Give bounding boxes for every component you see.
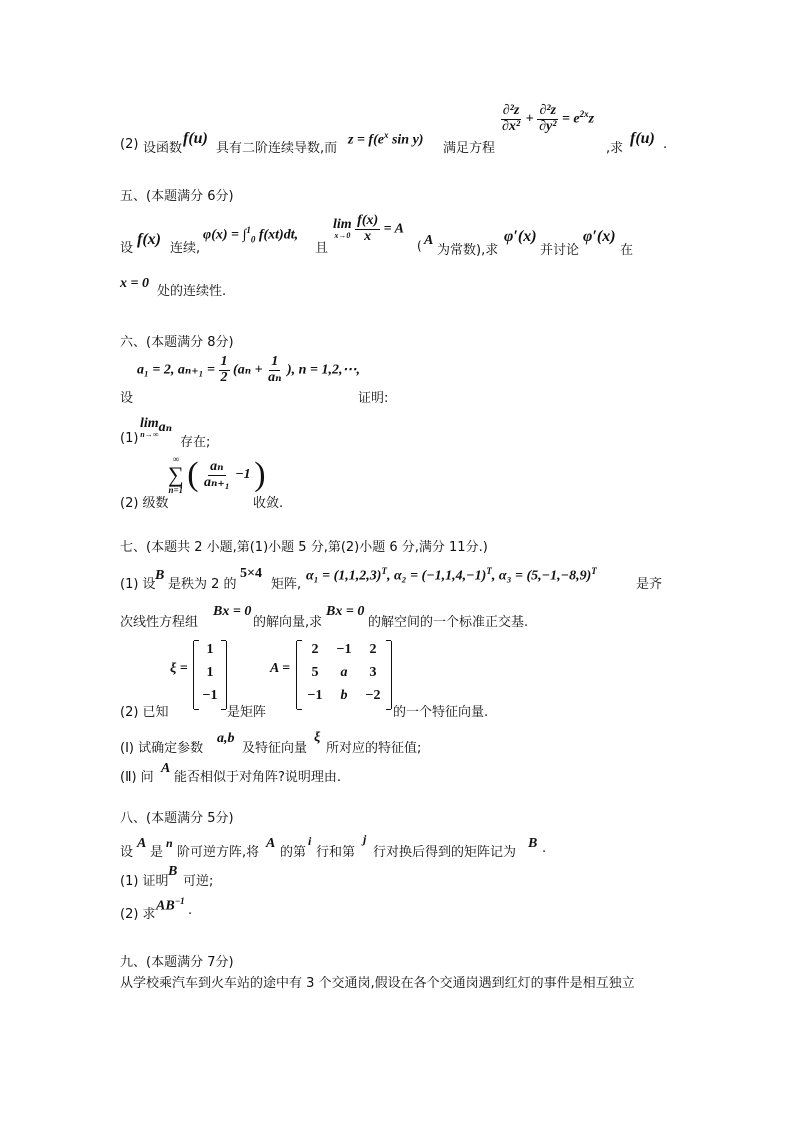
formula-B: B [155,568,165,583]
xi-entry: 1 [206,642,214,657]
formula-A: A [161,761,171,776]
formula-f-u: f(u) [183,130,208,147]
matrix-entry: −1 [307,688,323,703]
text: 是齐 [636,577,663,592]
text: (2) 已知 [120,705,169,720]
formula-limit: lim n→∞ aₙ [140,416,173,439]
part-number: (2) [120,137,139,152]
matrix-entry: 2 [311,642,319,657]
paragraph: 从学校乘汽车到火车站的途中有 3 个交通岗,假设在各个交通岗遇到红灯的事件是相互独立 [120,976,635,991]
text: . [188,903,193,918]
text: 存在; [180,435,211,450]
text: 行对换后得到的矩阵记为 [373,845,517,860]
text: (Ⅱ) 问 [120,770,154,785]
formula-A: A = [270,661,291,676]
formula-B: B [168,864,178,879]
formula-i: i [308,834,312,848]
text: 处的连续性. [157,284,227,299]
matrix-entry: 3 [369,665,377,680]
formula-bx0: Bx = 0 [213,604,252,619]
part-number: (1) [120,431,139,446]
text: (1) 设 [120,577,156,592]
matrix-entry: −1 [336,642,352,657]
text: 矩阵, [271,577,302,592]
text: 为常数),求 [437,243,499,258]
text: 收敛. [253,496,284,511]
formula-n: n [166,836,173,850]
text: (2) 级数 [120,496,169,511]
formula-bx0: Bx = 0 [326,604,365,619]
formula-series: ∞ ∑ n=1 ( $\frac{\text{aₙ}}{\text{aₙ₊₁}}$ −1 ) [168,454,266,495]
text: 设函数 [143,141,183,156]
text: 及特征向量 [242,741,308,756]
matrix-entry: −2 [365,688,381,703]
text: 行和第 [316,845,356,860]
text: 所对应的特征值; [326,741,422,756]
text: 并讨论 [540,243,580,258]
text: . [663,137,668,152]
formula-A: A [266,836,276,851]
text: 次线性方程组 [120,615,199,630]
formula-f-u: f(u) [630,130,655,147]
text: 的第 [280,845,307,860]
formula-A: A [137,836,147,851]
formula-B: B [528,836,538,851]
section-heading: 九、(本题满分 7分) [120,955,234,970]
text: 是矩阵 [227,705,267,720]
text: 设 [120,241,134,256]
formula-xi: ξ = [170,661,188,676]
text: 在 [620,243,634,258]
text: (1) 证明 [120,874,169,889]
text: . [542,841,547,856]
text: 满足方程 [443,141,496,156]
text: 连续, [170,241,201,256]
text: 且 [315,241,329,256]
formula-limit: lim x→0 $\frac{f(x)}{x}$ = A [333,213,404,244]
text: ( [417,239,422,253]
text: 设 [120,845,134,860]
xi-vector [193,641,227,709]
formula-xi: ξ [314,730,321,745]
formula-dimension: 5×4 [240,566,262,581]
text: 是 [150,845,164,860]
text: 设 [120,391,134,406]
text: 证明: [358,391,389,406]
xi-entry: 1 [206,665,214,680]
formula-sequence: a₁ = 2, aₙ₊₁ = $\frac{1}{2}$ (aₙ + $\frac{1}{\text{aₙ}}$ ), n = 1,2,⋯, [137,354,360,385]
matrix-entry: 2 [369,642,377,657]
matrix-entry: b [340,688,348,703]
section-heading: 六、(本题满分 8分) [120,335,234,350]
text: (2) 求 [120,907,156,922]
section-heading: 七、(本题共 2 小题,第(1)小题 5 分,第(2)小题 6 分,满分 11分.) [120,540,488,555]
formula-vectors: $\alpha_1 = (1,1,2,3)^T$, $\alpha_2 = (-1,1,4,-1)^T$, $\alpha_3 = (5,-1,-8,9)^T$ [306,566,597,584]
formula-j: j [363,832,367,846]
formula-z: $z = f(e^x$ sin y) [348,130,424,148]
formula-pde: $\frac{\text{∂²z}}{\text{∂x²}}$ + $\frac{\text{∂²z}}{\text{∂y²}}$ = $e^{2x}z$ [502,103,595,134]
text: 可逆; [183,874,214,889]
text: 的解空间的一个标准正交基. [368,615,529,630]
formula-A: A [424,233,434,248]
matrix-entry: a [340,665,348,680]
formula-fx: f(x) [137,231,161,248]
formula-x0: x = 0 [120,276,149,291]
formula-phi-prime: φ′(x) [504,228,537,245]
formula-phi: φ(x) = ∫$^1_0$ f(xt)dt, [203,225,299,245]
text: ,求 [606,141,624,156]
text: 是秩为 2 的 [168,577,237,592]
text: 的一个特征向量. [393,705,489,720]
text: 具有二阶连续导数,而 [216,141,338,156]
text: (Ⅰ) 试确定参数 [120,741,204,756]
matrix-entry: 5 [311,665,319,680]
text: 阶可逆方阵,将 [177,845,260,860]
formula-phi-prime: φ′(x) [583,228,616,245]
text: 能否相似于对角阵?说明理由. [174,770,342,785]
section-heading: 八、(本题满分 5分) [120,811,234,826]
formula-AB-inverse: $AB^{-1}$ [156,896,185,914]
section-heading: 五、(本题满分 6分) [120,189,234,204]
xi-entry: −1 [202,688,218,703]
formula-ab: a,b [217,731,235,746]
text: 的解向量,求 [253,615,323,630]
matrix-A [296,641,392,709]
